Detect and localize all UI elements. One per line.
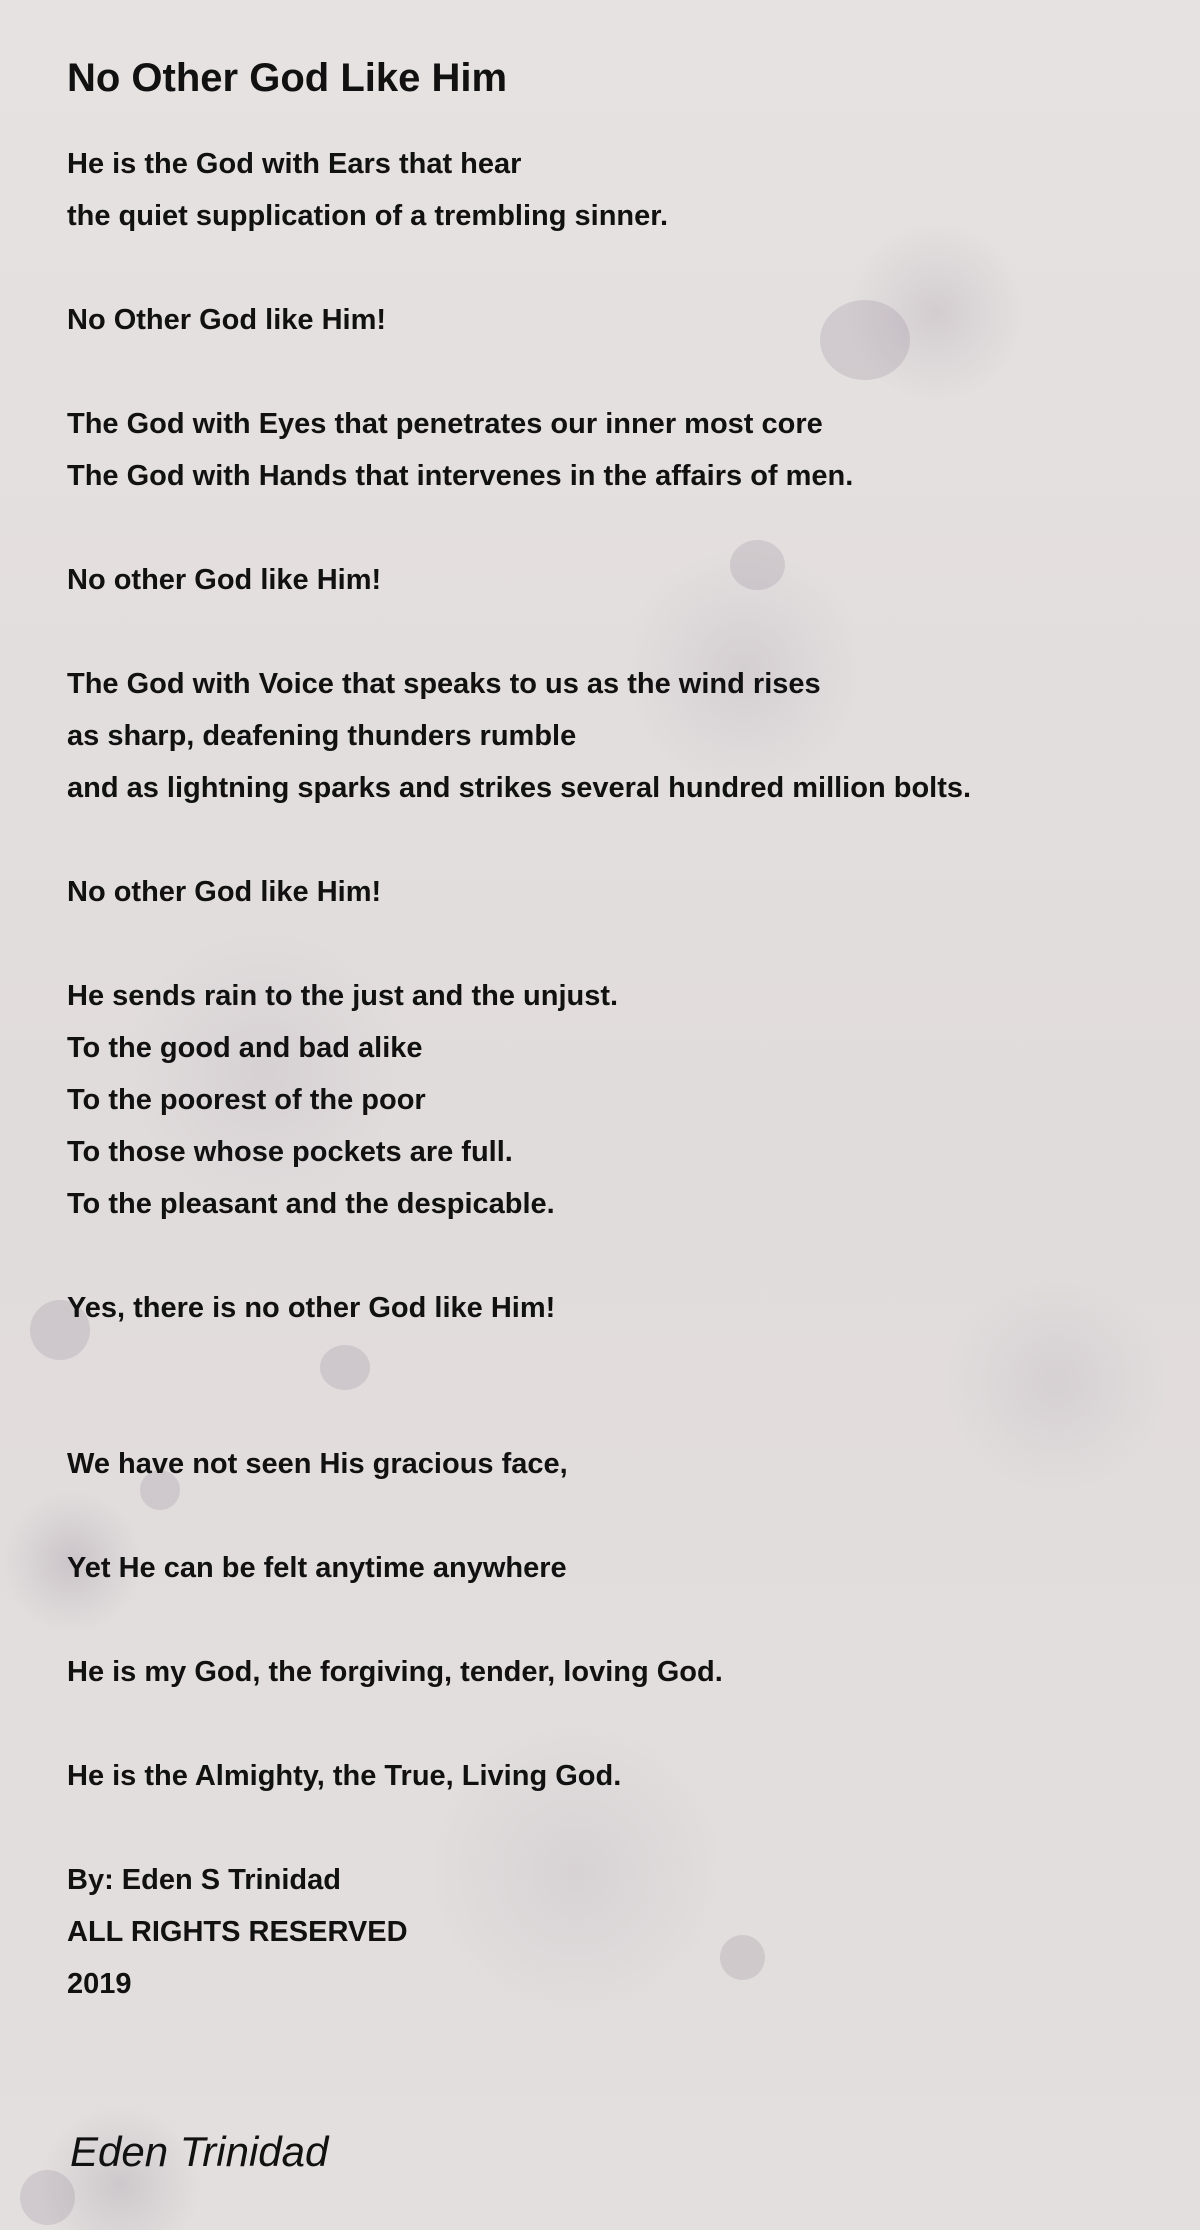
poem-line: as sharp, deafening thunders rumble — [67, 720, 577, 752]
poem-line: To the good and bad alike — [67, 1032, 423, 1064]
poem-line: He is the God with Ears that hear — [67, 148, 522, 180]
byline-rights: ALL RIGHTS RESERVED — [67, 1916, 408, 1948]
stanza — [67, 294, 1167, 346]
stanza — [67, 398, 1167, 502]
author-signature: Eden Trinidad — [70, 2128, 329, 2175]
poem-line: and as lightning sparks and strikes several hundred million bolts. — [67, 772, 972, 804]
ink-blot — [20, 2170, 75, 2225]
stanza — [67, 866, 1167, 918]
stanza — [67, 1646, 1167, 1698]
stanza — [67, 1282, 1167, 1334]
stanza — [67, 138, 1167, 242]
poem-line: He is my God, the forgiving, tender, loving God. — [67, 1656, 723, 1688]
stanza — [67, 1750, 1167, 1802]
stanza — [67, 554, 1167, 606]
stanza — [67, 1438, 1167, 1490]
poem-line: the quiet supplication of a trembling sinner. — [67, 200, 668, 232]
poem-line: No Other God like Him! — [67, 304, 387, 336]
poem-line: Yet He can be felt anytime anywhere — [67, 1552, 567, 1584]
stanza — [67, 970, 1167, 1230]
poem-line: We have not seen His gracious face, — [67, 1448, 568, 1480]
byline-author: By: Eden S Trinidad — [67, 1864, 341, 1896]
byline — [67, 1854, 1167, 2010]
poem-line: No other God like Him! — [67, 876, 382, 908]
poem-line: To those whose pockets are full. — [67, 1136, 513, 1168]
poem-line: To the poorest of the poor — [67, 1084, 426, 1116]
poem-line: To the pleasant and the despicable. — [67, 1188, 555, 1220]
poem — [67, 48, 1167, 2062]
poem-line: The God with Hands that intervenes in the affairs of men. — [67, 460, 854, 492]
poem-line: The God with Voice that speaks to us as the wind rises — [67, 668, 821, 700]
poem-line: No other God like Him! — [67, 564, 382, 596]
poem-title: No Other God Like Him — [67, 56, 508, 100]
stanza — [67, 1542, 1167, 1594]
poem-line: Yes, there is no other God like Him! — [67, 1292, 556, 1324]
byline-year: 2019 — [67, 1968, 132, 2000]
poem-line: He sends rain to the just and the unjust. — [67, 980, 619, 1012]
poem-line: He is the Almighty, the True, Living God. — [67, 1760, 622, 1792]
poem-line: The God with Eyes that penetrates our inner most core — [67, 408, 823, 440]
stanza — [67, 658, 1167, 814]
